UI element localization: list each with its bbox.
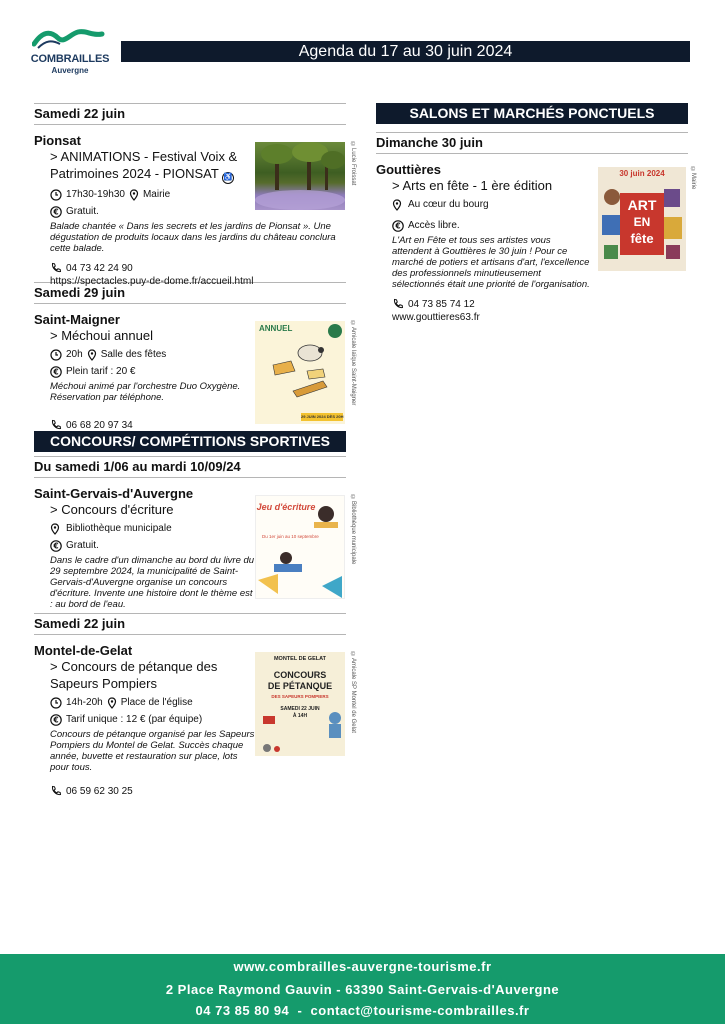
date-heading: Du samedi 1/06 au mardi 10/09/24 [34,456,346,478]
town-name: Saint-Gervais-d'Auvergne [34,486,194,501]
event-title[interactable] [50,148,255,184]
event-time-place [50,188,255,201]
event-title-line1: > ANIMATIONS - Festival Voix & [50,149,238,164]
event-price-text: Gratuit. [66,206,99,217]
logo-name: COMBRAILLES [30,53,110,65]
event-time: 17h30-19h30 [66,189,125,200]
event-title[interactable]: > Concours d'écriture [50,502,174,517]
date-heading: Samedi 22 juin [34,103,346,125]
event-poster-mechoui [255,321,345,424]
event-poster-arts [598,167,686,271]
event-time-place [50,696,256,709]
poster-line1: MONTEL DE GELAT [273,656,327,662]
location-pin-icon [129,189,141,201]
event-time-place [50,348,260,361]
event-price-text: Tarif unique : 12 € (par équipe) [66,714,203,725]
mechoui-illustration [255,321,345,424]
euro-icon [50,206,62,218]
event-title[interactable]: > Arts en fête - 1 ère édition [392,178,553,193]
poster-title: Jeu d'écriture [256,502,316,512]
event-place-line [392,198,592,211]
town-name: Gouttières [376,162,442,177]
euro-icon [50,366,62,378]
location-pin-icon [87,349,99,361]
photo-credit: ©Amicale SP Montel de Gelat [350,652,356,733]
euro-icon [50,714,62,726]
footer-contact[interactable]: 04 73 85 80 94 - contact@tourisme-combrailles.fr [195,1003,530,1018]
event-description: Balade chantée « Dans les secrets et les jardins de Pionsat ». Une dégustation de produits locaux dans les jardins du château conclura cette balade. [50,221,336,254]
event-place: Bibliothèque municipale [66,523,172,534]
event-time: 14h-20h [66,697,103,708]
poster-date: 29 JUIN 2024 DÈS 20H [301,414,344,419]
euro-icon [50,540,62,552]
right-column [376,103,696,327]
poster-title: ANNUEL [259,324,293,333]
poster-line5: SAMEDI 22 JUIN [280,706,320,712]
poster-line2: CONCOURS [273,670,327,680]
event-time: 20h [66,349,83,360]
town-name: Saint-Maigner [34,312,120,327]
event-pionsat [34,142,356,287]
svg-text:€: € [53,207,59,217]
phone-icon [392,298,404,310]
photo-credit: ©Lucie Froissat [350,142,356,186]
location-pin-icon [107,697,119,709]
event-phone-number: 04 73 85 74 12 [408,298,475,310]
event-poster-writing [255,495,345,599]
event-photo-garden [255,142,345,210]
event-url[interactable]: www.gouttieres63.fr [392,312,480,323]
event-price [50,713,256,726]
event-price [50,539,256,552]
event-phone[interactable] [50,262,346,274]
poster-line3: DE PÉTANQUE [267,681,333,691]
accessibility-icon: ♿ [222,172,234,184]
writing-illustration [256,496,345,599]
event-title-line2: Sapeurs Pompiers [50,676,157,691]
logo-wave-icon [32,26,108,52]
left-column [34,103,356,797]
event-phone[interactable] [50,785,256,797]
event-description: Concours de pétanque organisé par les Sapeurs Pompiers du Montel de Gelat. Succès chaque année, buvette et restauration sur place, lots pour tous. [50,729,255,773]
footer [0,954,725,1024]
svg-text:€: € [395,221,401,231]
event-writing-contest [34,495,356,613]
event-phone-number: 06 59 62 30 25 [66,785,133,797]
svg-text:€: € [53,715,59,725]
date-heading: Samedi 29 juin [34,282,346,304]
event-phone[interactable] [50,419,260,431]
footer-website[interactable]: www.combrailles-auvergne-tourisme.fr [233,959,492,974]
event-price-text: Accès libre. [408,220,460,231]
photo-credit: ©Bibliothèque municipale [350,495,356,565]
section-contests: CONCOURS/ COMPÉTITIONS SPORTIVES [34,431,346,452]
event-place: Mairie [142,189,171,200]
event-price [392,219,592,232]
poster-line4: DES SAPEURS POMPIERS [271,694,329,699]
event-place: Au cœur du bourg [408,199,489,210]
agenda-title: Agenda du 17 au 30 juin 2024 [121,41,690,62]
logo-sub: Auvergne [51,66,89,75]
event-arts-en-fete [376,167,696,327]
event-price [50,365,260,378]
photo-credit: ©Mairie [690,167,696,190]
date-heading: Samedi 22 juin [34,613,346,635]
poster-subtitle: Du 1er juin au 10 septembre [262,534,319,539]
event-price-text: Plein tarif : 20 € [66,366,136,377]
poster-date: 30 juin 2024 [619,169,665,178]
petanque-illustration [255,652,345,756]
event-description: Dans le cadre d'un dimanche au bord du livre du 29 septembre 2024, la municipalité de Saint-Gervais-d'Auvergne organise un concours d'écriture. Invente une histoire dont le thème est : au bord de l'eau. [50,555,255,610]
location-pin-icon [392,199,404,211]
event-phone[interactable] [392,298,592,310]
svg-text:€: € [53,541,59,551]
poster-line6: À 14H [292,713,308,719]
event-description: L'Art en Fête et tous ses artistes vous attendent à Gouttières le 30 juin ! Pour ce marché de potiers et artisans d'art, l'excellence des professionnels minutieusement sélectionnés était une priorité de l'organisation. [392,235,590,290]
clock-icon [50,189,62,201]
event-phone-number: 04 73 42 24 90 [66,262,133,274]
event-poster-petanque [255,652,345,756]
event-place-line [50,522,256,535]
poster-word3: fête [630,231,654,246]
poster-word1: ART [627,197,657,213]
phone-icon [50,419,62,431]
event-title-line2: Patrimoines 2024 - PIONSAT [50,166,219,181]
event-petanque [34,652,356,797]
clock-icon [50,349,62,361]
garden-illustration [255,142,345,210]
event-title[interactable]: > Méchoui annuel [50,328,153,343]
svg-text:€: € [53,367,59,377]
event-place: Salle des fêtes [100,349,167,360]
footer-address: 2 Place Raymond Gauvin - 63390 Saint-Gervais-d'Auvergne [165,982,560,997]
event-phone-number: 06 68 20 97 34 [66,419,133,431]
event-place: Place de l'église [120,697,193,708]
town-name: Pionsat [34,133,81,148]
date-heading: Dimanche 30 juin [376,132,688,154]
clock-icon [50,697,62,709]
photo-credit: ©Amicale laïque Saint-Maigner [350,321,356,406]
event-title[interactable] [50,658,256,692]
euro-icon [392,220,404,232]
event-description: Méchoui animé par l'orchestre Duo Oxygène. Réservation par téléphone. [50,381,241,403]
phone-icon [50,262,62,274]
location-pin-icon [50,523,62,535]
event-price-text: Gratuit. [66,540,99,551]
event-mechoui [34,321,356,431]
town-name: Montel-de-Gelat [34,643,133,658]
section-markets: SALONS ET MARCHÉS PONCTUELS [376,103,688,124]
event-title-line1: > Concours de pétanque des [50,659,218,674]
event-url[interactable]: https://spectacles.puy-de-dome.fr/accueil.html [50,276,254,287]
combrailles-logo [30,26,110,76]
phone-icon [50,785,62,797]
poster-word2: EN [633,215,651,229]
